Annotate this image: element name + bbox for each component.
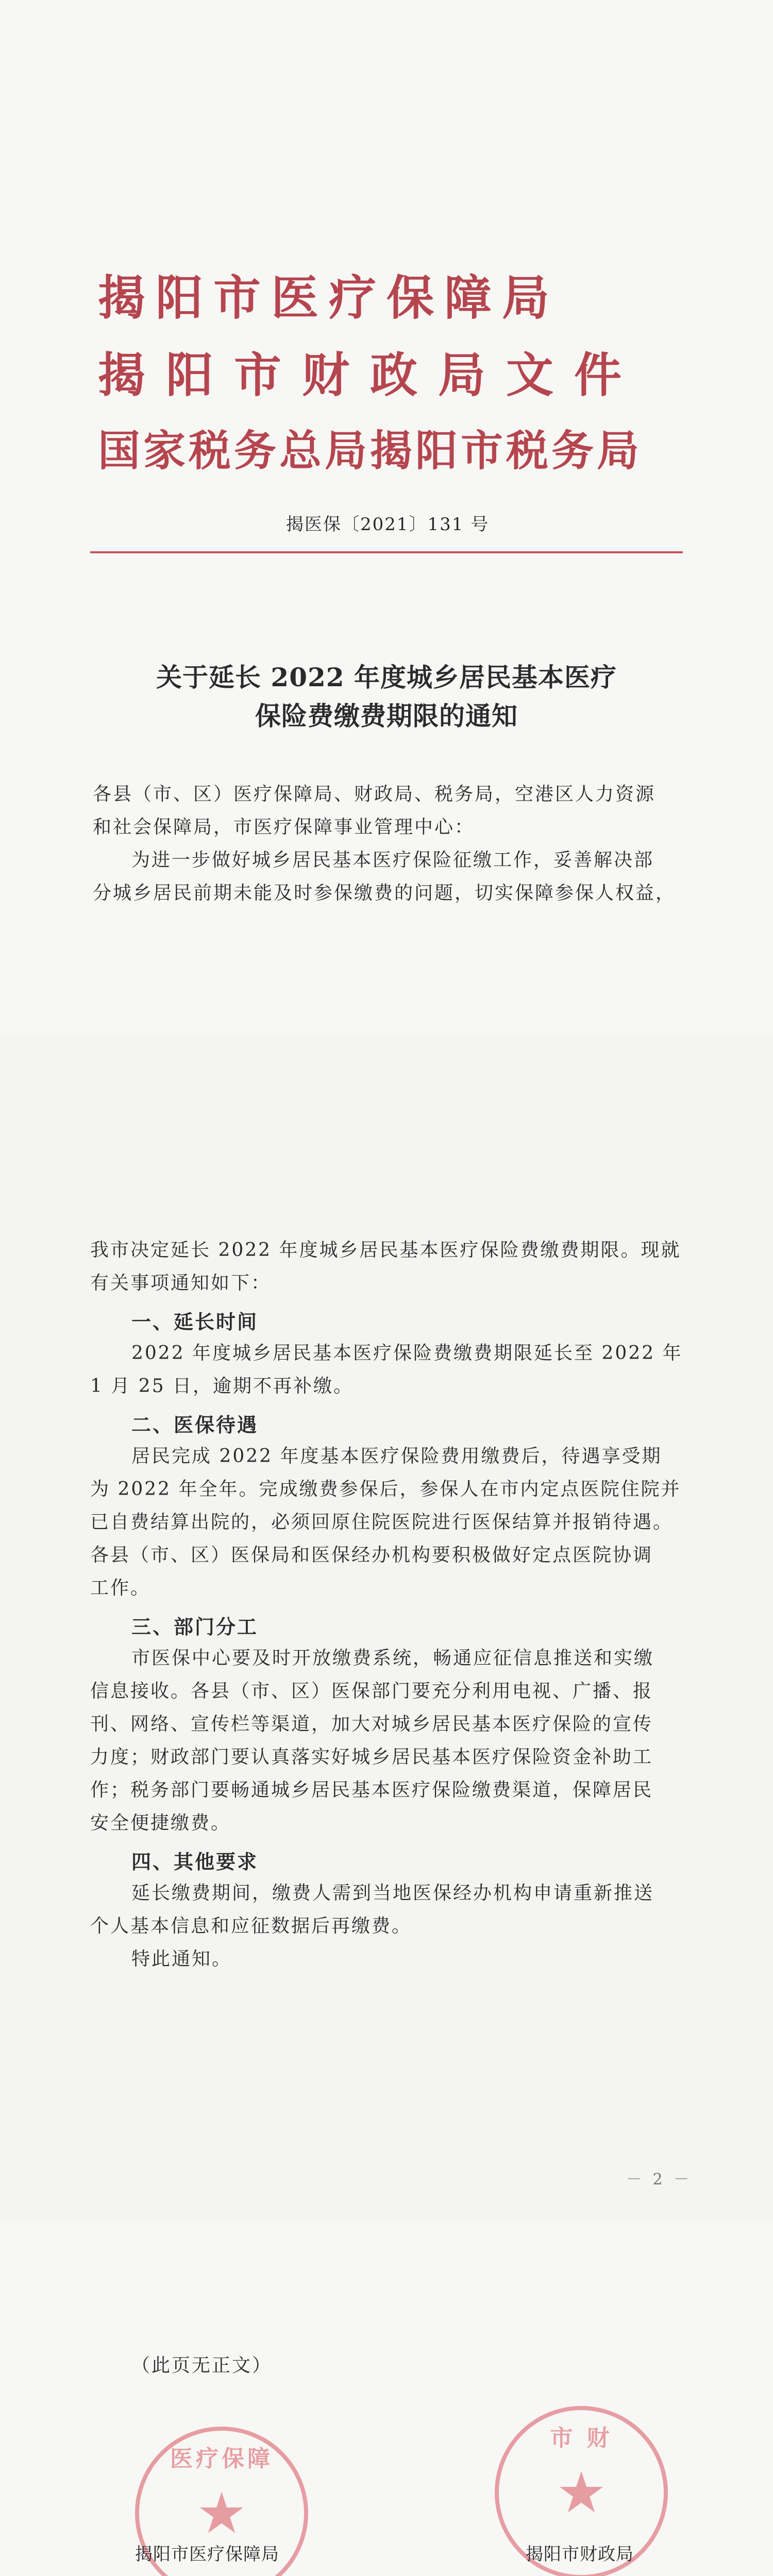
page-number: － 2 － (626, 2171, 693, 2189)
section-line: 2022 年度城乡居民基本医疗保险费缴费期限延长至 2022 年 (131, 1343, 683, 1364)
official-seal-finance: 市 财 ★ (495, 2406, 668, 2576)
document-page-3 (0, 2221, 773, 2576)
official-seal-medical-security: 医疗保障 ★ (135, 2427, 308, 2576)
section-line: 居民完成 2022 年度基本医疗保险费用缴费后，待遇享受期 (131, 1446, 662, 1467)
section-heading: 二、医保待遇 (131, 1414, 259, 1436)
intro-line-1: 为进一步做好城乡居民基本医疗保险征缴工作，妥善解决部 (131, 850, 654, 871)
section-line: 工作。 (90, 1578, 151, 1599)
signatory-finance: 揭阳市财政局 (526, 2544, 634, 2565)
section-heading: 一、延长时间 (131, 1311, 259, 1333)
section-line: 已自费结算出院的，必须回原住院医院进行医保结算并报销待遇。 (90, 1512, 674, 1533)
section-line: 1 月 25 日，逾期不再补缴。 (90, 1376, 354, 1397)
section-line: 延长缴费期间，缴费人需到当地医保经办机构申请重新推送 (131, 1883, 654, 1904)
section-line: 个人基本信息和应征数据后再缴费。 (90, 1916, 412, 1937)
seal-star-icon: ★ (196, 2480, 247, 2546)
section-line: 为 2022 年全年。完成缴费参保后，参保人在市内定点医院住院并 (90, 1479, 681, 1500)
section-heading: 三、部门分工 (131, 1616, 259, 1638)
issuer-header-medical-security: 揭阳市医疗保障局 (98, 270, 560, 326)
section-line: 各县（市、区）医保局和医保经办机构要积极做好定点医院协调 (90, 1545, 653, 1566)
addressee-line-1: 各县（市、区）医疗保障局、财政局、税务局，空港区人力资源 (93, 784, 656, 805)
issuer-header-tax: 国家税务总局揭阳市税务局 (98, 427, 643, 476)
section-line: 市医保中心要及时开放缴费系统，畅通应征信息推送和实缴 (131, 1648, 654, 1669)
issuer-header-finance: 揭阳市财政局文件 (98, 348, 643, 403)
notice-title-line-1: 关于延长 2022 年度城乡居民基本医疗 (156, 662, 617, 692)
lead-line-1: 我市决定延长 2022 年度城乡居民基本医疗保险费缴费期限。现就 (90, 1240, 681, 1261)
section-line: 力度；财政部门要认真落实好城乡居民基本医疗保险资金补助工 (90, 1747, 653, 1768)
section-line: 作；税务部门要畅通城乡居民基本医疗保险缴费渠道，保障居民 (90, 1780, 653, 1801)
notice-title-line-2: 保险费缴费期限的通知 (255, 701, 518, 731)
seal-star-icon: ★ (556, 2460, 607, 2526)
addressee-line-2: 和社会保障局，市医疗保障事业管理中心： (93, 817, 475, 838)
section-line: 信息接收。各县（市、区）医保部门要充分利用电视、广播、报 (90, 1681, 653, 1702)
closing-line: 特此通知。 (131, 1948, 232, 1970)
lead-line-2: 有关事项通知如下： (90, 1273, 272, 1294)
section-line: 刊、网络、宣传栏等渠道，加大对城乡居民基本医疗保险的宣传 (90, 1714, 653, 1735)
red-separator-rule (90, 551, 683, 553)
section-line: 安全便捷缴费。 (90, 1812, 231, 1834)
document-number: 揭医保〔2021〕131 号 (286, 514, 490, 535)
document-page-2 (0, 1036, 773, 2221)
signatory-medical-security: 揭阳市医疗保障局 (135, 2544, 279, 2565)
section-heading: 四、其他要求 (131, 1851, 259, 1873)
document-page-1 (0, 0, 773, 1036)
intro-line-2: 分城乡居民前期未能及时参保缴费的问题，切实保障参保人权益， (93, 883, 676, 904)
no-text-note: （此页无正文） (131, 2355, 273, 2376)
